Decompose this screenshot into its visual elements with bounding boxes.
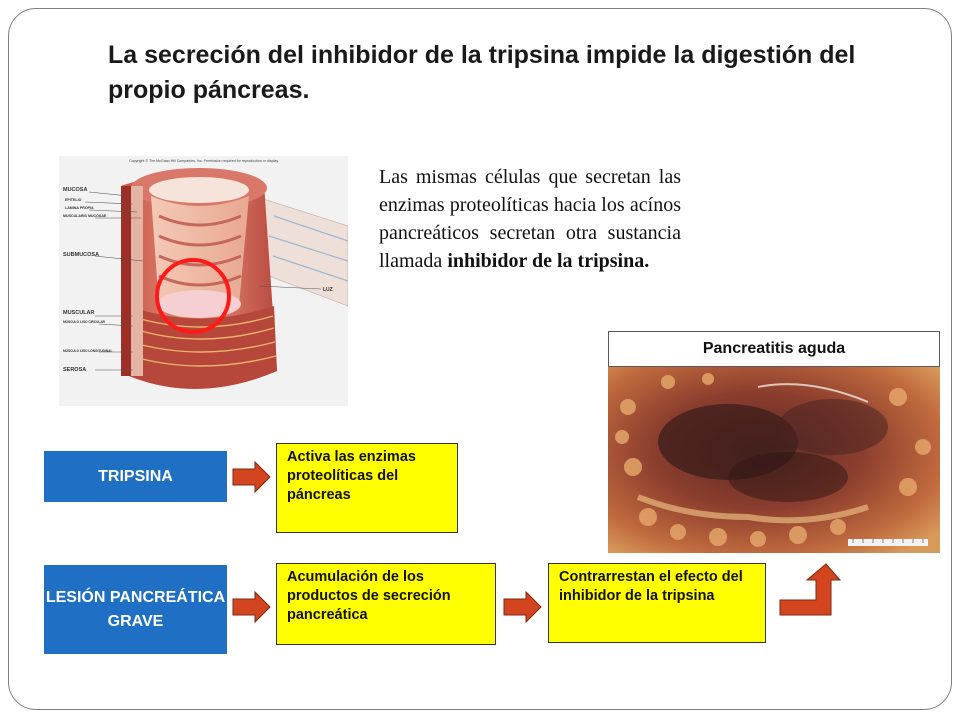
description-bold: inhibidor de la tripsina.	[447, 250, 650, 272]
intestine-drawing	[59, 156, 348, 406]
pancreatitis-photo	[608, 367, 940, 553]
label-longitudinal: MÚSCULO LISO LONGITUDINAL	[63, 349, 113, 353]
label-epitelio: EPITELIO	[65, 198, 82, 202]
description-paragraph	[379, 163, 681, 275]
label-muscular: MUSCULAR	[63, 310, 95, 316]
arrow-right-icon	[232, 590, 272, 624]
arrow-right-icon	[503, 590, 543, 624]
tripsina-box: TRIPSINA	[44, 451, 227, 502]
label-serosa: SEROSA	[63, 367, 87, 373]
arrow-right-icon	[232, 460, 272, 494]
acumulacion-box: Acumulación de los productos de secreción pancreática	[276, 563, 496, 645]
lesion-box: LESIÓN PANCREÁTICA GRAVE	[44, 565, 227, 654]
description-text: Las mismas células que secretan las enzimas proteolíticas hacia los acínos pancreáticos secretan otra sustancia llamada	[379, 166, 681, 272]
label-submucosa: SUBMUCOSA	[63, 252, 100, 258]
intestine-wall-illustration	[59, 156, 348, 406]
copyright-text: Copyright © The McGraw-Hill Companies, Inc. Permission required for reproduction or display.	[129, 159, 279, 163]
contrarrestan-box: Contrarrestan el efecto del inhibidor de la tripsina	[548, 563, 766, 643]
label-mucosa: MUCOSA	[63, 187, 88, 193]
activa-box: Activa las enzimas proteolíticas del páncreas	[276, 443, 458, 533]
label-circular: MÚSCULO LISO CIRCULAR	[63, 320, 105, 324]
arrow-bent-up-icon	[778, 562, 842, 618]
label-lamina: LAMINA PROPIA	[65, 206, 94, 210]
label-luz: LUZ	[323, 287, 333, 293]
photo-caption: Pancreatitis aguda	[608, 331, 940, 367]
slide-title: La secreción del inhibidor de la tripsina impide la digestión del propio páncreas.	[108, 41, 856, 104]
scale-ruler	[848, 539, 928, 546]
pancreatitis-image	[608, 367, 940, 553]
label-muscularis: MUSCULARIS MUCOSAE	[63, 214, 107, 218]
